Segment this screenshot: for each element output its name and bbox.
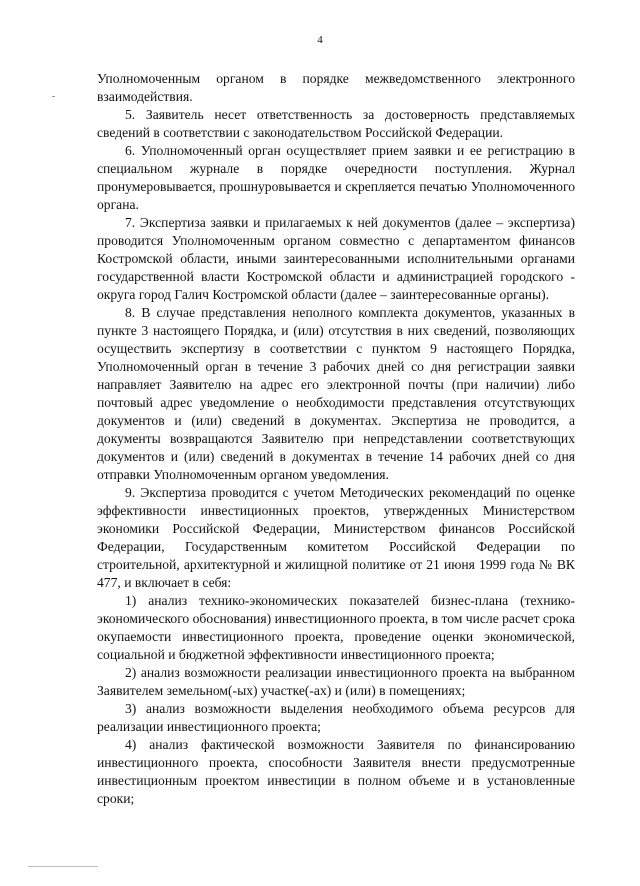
paragraph-item-7: 7. Экспертиза заявки и прилагаемых к ней документов (далее – экспертиза) проводится Уполномоченным органом совместно с департаментом финансов Костромской области, иными заинтересованными исполнительными органами государственной власти Костромской области и администрацией городского - округа город Галич Костромской области (далее – заинтересованные органы).	[97, 215, 575, 302]
subitem-2: 2) анализ возможности реализации инвестиционного проекта на выбранном Заявителем земельном(-ых) участке(-ах) и (или) в помещениях;	[97, 665, 575, 698]
subitem-4: 4) анализ фактической возможности Заявителя по финансированию инвестиционного проекта, способности Заявителя внести предусмотренные инвестиционным проектом инвестиции в полном объеме и в установленные сроки;	[97, 737, 575, 806]
subitem-1: 1) анализ технико-экономических показателей бизнес-плана (технико-экономического обоснования) инвестиционного проекта, в том числе расчет срока окупаемости инвестиционного проекта, проведение оценки экономической, социальной и бюджетной эффективности инвестиционного проекта;	[97, 593, 575, 662]
subitem-3: 3) анализ возможности выделения необходимого объема ресурсов для реализации инвестиционного проекта;	[97, 701, 575, 734]
scan-artifact	[52, 96, 55, 97]
paragraph-item-9: 9. Экспертиза проводится с учетом Методических рекомендаций по оценке эффективности инвестиционных проектов, утвержденных Министерством экономики Российской Федерации, Министерством финансов Российской Федерации, Государственным комитетом Российской Федерации по строительной, архитектурной и жилищной политике от 21 июня 1999 года № ВК 477, и включает в себя:	[97, 485, 575, 590]
paragraph-item-8: 8. В случае представления неполного комплекта документов, указанных в пункте 3 настоящего Порядка, и (или) отсутствия в них сведений, позволяющих осуществить экспертизу в соответствии с пунктом 9 настоящего Порядка, Уполномоченный орган в течение 3 рабочих дней со дня регистрации заявки направляет Заявителю на адрес его электронной почты (при наличии) либо почтовый адрес уведомление о необходимости представления отсутствующих документов и (или) сведений в документах. Экспертиза не проводится, а документы возвращаются Заявителю при непредставлении соответствующих документов и (или) сведений в документах в течение 14 рабочих дней со дня отправки Уполномоченным органом уведомления.	[97, 305, 575, 482]
footer-divider	[28, 866, 98, 867]
paragraph-continuation: Уполномоченным органом в порядке межведомственного электронного взаимодействия.	[97, 71, 575, 104]
paragraph-item-5: 5. Заявитель несет ответственность за достоверность представляемых сведений в соответствии с законодательством Российской Федерации.	[97, 107, 575, 140]
page-number: 4	[317, 34, 323, 46]
paragraph-item-6: 6. Уполномоченный орган осуществляет прием заявки и ее регистрацию в специальном журнале в порядке очередности поступления. Журнал пронумеровывается, прошнуровывается и скрепляется печатью Уполномоченного органа.	[97, 143, 575, 212]
document-body	[97, 70, 575, 808]
